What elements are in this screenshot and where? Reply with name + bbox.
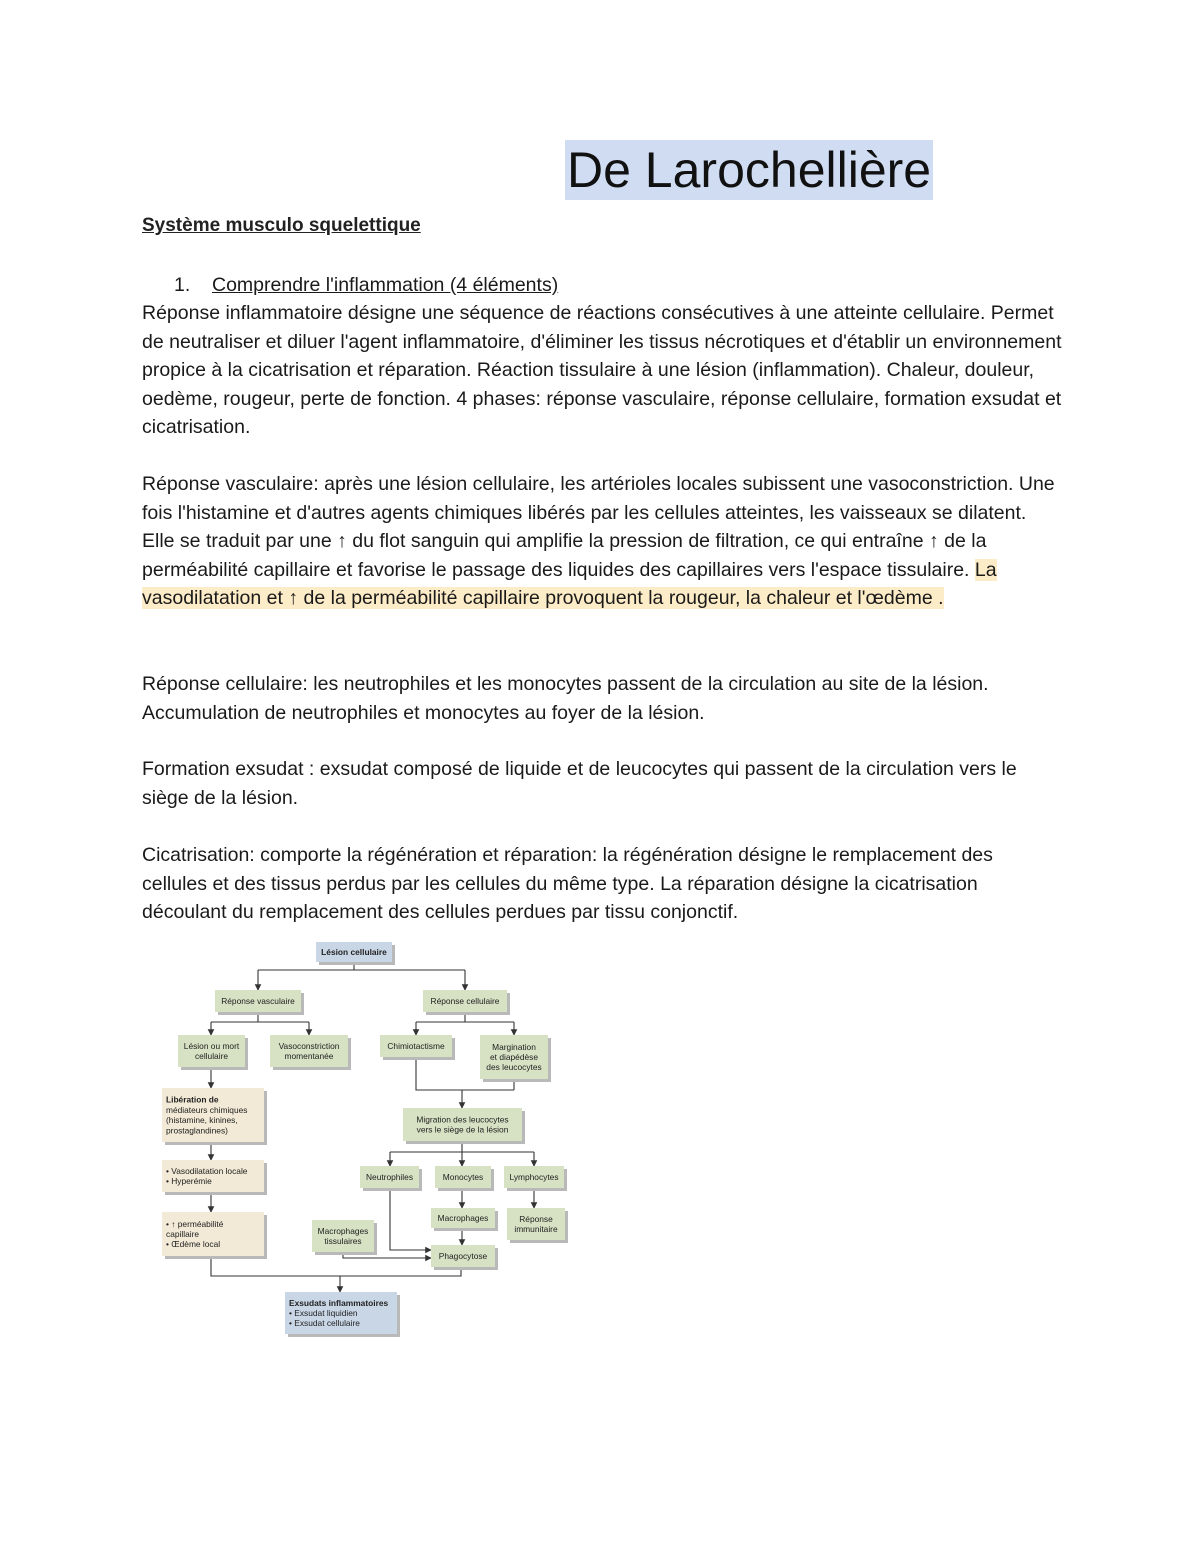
- paragraph-intro: Réponse inflammatoire désigne une séquence de réactions consécutives à une atteinte cellulaire. Permet de neutraliser et diluer l'agent inflammatoire, d'éliminer les tissus nécrotiques et d'établir un environnement propice à la cicatrisation et réparation. Réaction tissulaire à une lésion (inflammation). Chaleur, douleur, oedème, rougeur, perte de fonction. 4 phases: réponse vasculaire, réponse cellulaire, formation exsudat et cicatrisation.: [142, 302, 1062, 438]
- flow-node-label: cellulaire: [194, 1051, 229, 1062]
- flow-node-label: • Vasodilatation locale: [166, 1165, 248, 1176]
- flow-node-label: Réponse: [519, 1213, 553, 1224]
- list-item: [174, 273, 558, 297]
- flow-node-lesion-mort: [178, 1035, 248, 1070]
- list-number: 1.: [174, 274, 191, 296]
- flow-node-label: vers le siège de la lésion: [416, 1124, 509, 1135]
- flow-node-label: Margination: [492, 1041, 536, 1052]
- flow-node-phagocytose: [431, 1245, 498, 1270]
- paragraph-vascular: [142, 470, 1062, 613]
- flow-node-label: Neutrophiles: [365, 1172, 414, 1182]
- flow-node-label: • Exsudat cellulaire: [289, 1318, 360, 1329]
- flow-node-label: Chimiotactisme: [387, 1041, 445, 1051]
- flow-node-label: Migration des leucocytes: [416, 1114, 509, 1125]
- flow-node-label: Réponse vasculaire: [221, 996, 295, 1006]
- flow-node-label: (histamine, kinines,: [166, 1115, 238, 1126]
- flow-node-label: Libération de: [166, 1094, 219, 1105]
- flow-node-label: tissulaires: [324, 1236, 362, 1247]
- flow-node-label: momentanée: [284, 1051, 334, 1062]
- paragraph-cellular: Réponse cellulaire: les neutrophiles et les monocytes passent de la circulation au site de la lésion. Accumulation de neutrophiles et monocytes au foyer de la lésion.: [142, 673, 989, 724]
- arrow-neutro-phago: [390, 1188, 431, 1250]
- flow-node-label: • ↑ perméabilité: [166, 1218, 224, 1229]
- flow-node-label: • Exsudat liquidien: [289, 1308, 358, 1318]
- paragraph-vascular-text: Réponse vasculaire: après une lésion cellulaire, les artérioles locales subissent une vasoconstriction. Une fois l'histamine et d'autres agents chimiques libérés par les cellules atteintes, les vaisseaux se dilatent. Elle se traduit par une ↑ du flot sanguin qui amplifie la pression de filtration, ce qui entraîne ↑ de la perméabilité capillaire et favorise le passage des liquides des capillaires vers l'espace tissulaire.: [142, 473, 1055, 581]
- inflammation-flowchart: [140, 935, 580, 1345]
- flow-node-macrophages: [431, 1208, 498, 1231]
- section-heading: Système musculo squelettique: [142, 215, 421, 236]
- paragraph-exudate: Formation exsudat : exsudat composé de liquide et de leucocytes qui passent de la circulation vers le siège de la lésion.: [142, 758, 1017, 809]
- flow-node-label: prostaglandines): [166, 1125, 228, 1136]
- flow-node-label: Monocytes: [442, 1172, 484, 1182]
- flow-node-label: des leucocytes: [486, 1062, 542, 1073]
- flow-node-lesion: [316, 942, 395, 965]
- flow-node-liberation: [162, 1088, 267, 1145]
- flow-node-label: Exsudats inflammatoires: [289, 1297, 389, 1308]
- flow-node-label: Réponse cellulaire: [430, 996, 500, 1006]
- flow-node-exsudats: [285, 1292, 400, 1337]
- highlighted-text: La vasodilatation et ↑ de la perméabilité capillaire provoquent la rougeur, la chaleur et l'œdème .: [142, 558, 997, 609]
- flow-node-permeabilite: [162, 1212, 267, 1259]
- flow-node-label: Macrophages: [437, 1213, 489, 1223]
- flow-node-label: et diapédèse: [490, 1052, 538, 1062]
- flow-node-label: capillaire: [166, 1229, 200, 1239]
- flow-node-rep-immun: [507, 1208, 568, 1243]
- flow-node-monocytes: [435, 1166, 494, 1191]
- author-name: De Larochellière: [567, 142, 932, 198]
- flow-node-label: Lymphocytes: [509, 1172, 559, 1182]
- flow-node-neutrophiles: [360, 1166, 422, 1191]
- flow-node-label: Lésion ou mort: [183, 1040, 240, 1051]
- flow-node-margination: [480, 1035, 551, 1082]
- flow-node-label: Macrophages: [317, 1225, 369, 1236]
- flow-node-label: Phagocytose: [438, 1251, 488, 1261]
- flow-node-rep-cell: [423, 990, 510, 1015]
- flow-node-label: immunitaire: [514, 1224, 558, 1235]
- flow-node-label: Lésion cellulaire: [321, 947, 387, 957]
- list-label: Comprendre l'inflammation (4 éléments): [212, 274, 559, 296]
- flow-node-vasodilatation: [162, 1160, 267, 1195]
- flow-node-vasoconstriction: [270, 1035, 351, 1070]
- flow-node-rep-vasc: [215, 990, 304, 1015]
- flow-node-chimiotactisme: [380, 1035, 455, 1060]
- flow-node-label: • Œdème local: [166, 1239, 221, 1250]
- flow-node-label: médiateurs chimiques: [166, 1104, 248, 1115]
- flow-node-lymphocytes: [504, 1166, 567, 1191]
- flow-node-label: • Hyperémie: [166, 1176, 212, 1187]
- flow-node-label: Vasoconstriction: [278, 1040, 340, 1051]
- paragraph-healing: Cicatrisation: comporte la régénération et réparation: la régénération désigne le remplacement des cellules et des tissus perdus par les cellules du même type. La réparation désigne la cicatrisation découlant du remplacement des cellules perdues par tissu conjonctif.: [142, 844, 993, 923]
- flow-node-migration: [403, 1108, 525, 1144]
- flow-node-macro-tiss: [312, 1220, 377, 1255]
